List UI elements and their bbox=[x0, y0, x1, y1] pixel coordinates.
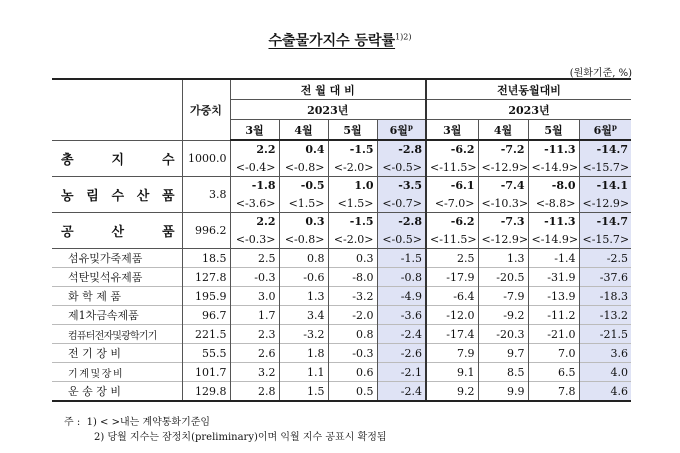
mom-value: 0.8 bbox=[328, 325, 377, 344]
yoy-value: 9.1 bbox=[426, 363, 478, 382]
table-row bbox=[52, 268, 631, 287]
yoy-value: -11.2 bbox=[528, 306, 579, 325]
mom-value: -3.2 bbox=[279, 325, 328, 344]
table-row bbox=[52, 382, 631, 402]
yoy-value: 7.9 bbox=[426, 344, 478, 363]
yoy-value: -6.2 bbox=[426, 213, 478, 231]
yoy-value: 4.6 bbox=[579, 382, 631, 402]
yoy-value: -17.9 bbox=[426, 268, 478, 287]
yoy-contract-value: <-15.7> bbox=[579, 230, 631, 249]
header-month-last: 6월$^p$ bbox=[579, 120, 631, 141]
yoy-value: 4.0 bbox=[579, 363, 631, 382]
header-month: 4월 bbox=[478, 120, 528, 141]
mom-value: 3.4 bbox=[279, 306, 328, 325]
mom-value: -3.6 bbox=[377, 306, 426, 325]
row-weight: 18.5 bbox=[182, 249, 230, 268]
mom-value: 1.8 bbox=[279, 344, 328, 363]
yoy-value: -31.9 bbox=[528, 268, 579, 287]
mom-contract-value: <1.5> bbox=[328, 194, 377, 213]
row-weight: 129.8 bbox=[182, 382, 230, 402]
row-label: 공 산 품 bbox=[52, 213, 182, 249]
row-weight: 101.7 bbox=[182, 363, 230, 382]
mom-value: 1.7 bbox=[230, 306, 279, 325]
mom-contract-value: <-0.8> bbox=[279, 158, 328, 177]
yoy-contract-value: <-7.0> bbox=[426, 194, 478, 213]
mom-value: 2.5 bbox=[230, 249, 279, 268]
footnotes bbox=[64, 415, 387, 445]
yoy-value: -2.5 bbox=[579, 249, 631, 268]
row-weight: 221.5 bbox=[182, 325, 230, 344]
yoy-value: -20.5 bbox=[478, 268, 528, 287]
sub-row-label: 석탄및석유제품 bbox=[52, 268, 182, 287]
export-price-table bbox=[52, 78, 631, 402]
yoy-value: -11.3 bbox=[528, 140, 579, 158]
yoy-value: 3.6 bbox=[579, 344, 631, 363]
row-weight: 996.2 bbox=[182, 213, 230, 249]
mom-value: 1.5 bbox=[279, 382, 328, 402]
row-weight: 127.8 bbox=[182, 268, 230, 287]
mom-value: -2.4 bbox=[377, 382, 426, 402]
mom-value: -3.5 bbox=[377, 177, 426, 195]
header-weight: 가중치 bbox=[182, 79, 230, 140]
table-row bbox=[52, 363, 631, 382]
yoy-contract-value: <-14.9> bbox=[528, 230, 579, 249]
mom-contract-value: <-2.0> bbox=[328, 230, 377, 249]
table-row bbox=[52, 249, 631, 268]
yoy-contract-value: <-10.3> bbox=[478, 194, 528, 213]
table-header bbox=[52, 79, 631, 140]
mom-contract-value: <-2.0> bbox=[328, 158, 377, 177]
sub-row-label: 제1차금속제품 bbox=[52, 306, 182, 325]
mom-contract-value: <-0.5> bbox=[377, 230, 426, 249]
header-month: 3월 bbox=[426, 120, 478, 141]
yoy-contract-value: <-12.9> bbox=[579, 194, 631, 213]
yoy-value: -21.0 bbox=[528, 325, 579, 344]
table-title-text: 수출물가지수 등락률 bbox=[268, 33, 396, 49]
header-month: 4월 bbox=[279, 120, 328, 141]
table-row bbox=[52, 344, 631, 363]
table-body bbox=[52, 140, 631, 401]
yoy-contract-value: <-8.8> bbox=[528, 194, 579, 213]
yoy-value: 7.8 bbox=[528, 382, 579, 402]
mom-contract-value: <-0.4> bbox=[230, 158, 279, 177]
header-mom: 전 월 대 비 bbox=[230, 79, 426, 100]
table-row bbox=[52, 177, 631, 195]
yoy-value: -12.0 bbox=[426, 306, 478, 325]
mom-value: -0.3 bbox=[230, 268, 279, 287]
mom-value: -1.5 bbox=[328, 213, 377, 231]
header-month-last: 6월$^p$ bbox=[377, 120, 426, 141]
yoy-contract-value: <-11.5> bbox=[426, 230, 478, 249]
yoy-value: -11.3 bbox=[528, 213, 579, 231]
yoy-value: 7.0 bbox=[528, 344, 579, 363]
yoy-value: -18.3 bbox=[579, 287, 631, 306]
yoy-value: -7.4 bbox=[478, 177, 528, 195]
mom-value: -2.4 bbox=[377, 325, 426, 344]
title-footnote-mark: 1)2) bbox=[395, 32, 412, 42]
mom-contract-value: <1.5> bbox=[279, 194, 328, 213]
footnote-1: 주 : 1) < >내는 계약통화기준임 bbox=[64, 417, 211, 428]
mom-value: 2.6 bbox=[230, 344, 279, 363]
yoy-value: -6.4 bbox=[426, 287, 478, 306]
mom-value: -2.8 bbox=[377, 213, 426, 231]
header-year-mom: 2023년 bbox=[230, 100, 426, 120]
yoy-contract-value: <-12.9> bbox=[478, 158, 528, 177]
mom-value: -0.6 bbox=[279, 268, 328, 287]
footnote-2: 2) 당월 지수는 잠정치(preliminary)이며 익월 지수 공표시 확정됨 bbox=[94, 432, 387, 443]
mom-value: -1.5 bbox=[377, 249, 426, 268]
header-month: 3월 bbox=[230, 120, 279, 141]
mom-value: -3.2 bbox=[328, 287, 377, 306]
header-month: 5월 bbox=[328, 120, 377, 141]
mom-value: -0.8 bbox=[377, 268, 426, 287]
mom-contract-value: <-0.5> bbox=[377, 158, 426, 177]
row-weight: 55.5 bbox=[182, 344, 230, 363]
yoy-value: 8.5 bbox=[478, 363, 528, 382]
mom-value: 2.2 bbox=[230, 140, 279, 158]
mom-value: 1.1 bbox=[279, 363, 328, 382]
mom-value: -0.5 bbox=[279, 177, 328, 195]
header-blank bbox=[52, 79, 182, 140]
yoy-contract-value: <-12.9> bbox=[478, 230, 528, 249]
mom-value: 0.6 bbox=[328, 363, 377, 382]
yoy-value: -7.3 bbox=[478, 213, 528, 231]
mom-value: -8.0 bbox=[328, 268, 377, 287]
row-weight: 3.8 bbox=[182, 177, 230, 213]
yoy-contract-value: <-14.9> bbox=[528, 158, 579, 177]
yoy-value: -13.2 bbox=[579, 306, 631, 325]
mom-contract-value: <-0.3> bbox=[230, 230, 279, 249]
mom-value: 3.0 bbox=[230, 287, 279, 306]
yoy-value: -14.7 bbox=[579, 213, 631, 231]
yoy-value: -13.9 bbox=[528, 287, 579, 306]
yoy-value: -7.9 bbox=[478, 287, 528, 306]
unit-label: (원화기준, %) bbox=[569, 68, 632, 79]
mom-value: 0.3 bbox=[328, 249, 377, 268]
mom-value: 1.0 bbox=[328, 177, 377, 195]
row-weight: 96.7 bbox=[182, 306, 230, 325]
header-yoy: 전년동월대비 bbox=[426, 79, 631, 100]
yoy-value: -37.6 bbox=[579, 268, 631, 287]
mom-value: 0.4 bbox=[279, 140, 328, 158]
mom-value: 0.8 bbox=[279, 249, 328, 268]
yoy-value: -9.2 bbox=[478, 306, 528, 325]
mom-value: 2.8 bbox=[230, 382, 279, 402]
table-row bbox=[52, 325, 631, 344]
sub-row-label: 기 계 및 장 비 bbox=[52, 363, 182, 382]
yoy-value: -20.3 bbox=[478, 325, 528, 344]
sub-row-label: 섬유및가죽제품 bbox=[52, 249, 182, 268]
mom-contract-value: <-0.8> bbox=[279, 230, 328, 249]
yoy-contract-value: <-11.5> bbox=[426, 158, 478, 177]
yoy-value: -21.5 bbox=[579, 325, 631, 344]
yoy-value: -14.7 bbox=[579, 140, 631, 158]
yoy-value: 9.7 bbox=[478, 344, 528, 363]
yoy-value: -17.4 bbox=[426, 325, 478, 344]
header-year-yoy: 2023년 bbox=[426, 100, 631, 120]
row-label: 농 림 수 산 품 bbox=[52, 177, 182, 213]
yoy-value: 9.9 bbox=[478, 382, 528, 402]
yoy-value: 6.5 bbox=[528, 363, 579, 382]
yoy-value: 1.3 bbox=[478, 249, 528, 268]
mom-contract-value: <-3.6> bbox=[230, 194, 279, 213]
row-weight: 1000.0 bbox=[182, 140, 230, 177]
mom-value: -1.5 bbox=[328, 140, 377, 158]
yoy-value: 2.5 bbox=[426, 249, 478, 268]
table-row bbox=[52, 306, 631, 325]
mom-value: -0.3 bbox=[328, 344, 377, 363]
yoy-value: -1.4 bbox=[528, 249, 579, 268]
table-row bbox=[52, 213, 631, 231]
yoy-value: -14.1 bbox=[579, 177, 631, 195]
sub-row-label: 컴퓨터전자및광학기기 bbox=[52, 325, 182, 344]
mom-value: 2.2 bbox=[230, 213, 279, 231]
yoy-contract-value: <-15.7> bbox=[579, 158, 631, 177]
mom-value: 1.3 bbox=[279, 287, 328, 306]
mom-value: 3.2 bbox=[230, 363, 279, 382]
sub-row-label: 운 송 장 비 bbox=[52, 382, 182, 402]
sub-row-label: 전 기 장 비 bbox=[52, 344, 182, 363]
yoy-value: -6.1 bbox=[426, 177, 478, 195]
table-row bbox=[52, 140, 631, 158]
mom-value: -2.1 bbox=[377, 363, 426, 382]
row-weight: 195.9 bbox=[182, 287, 230, 306]
row-label: 총 지 수 bbox=[52, 140, 182, 177]
mom-value: 0.5 bbox=[328, 382, 377, 402]
mom-value: -4.9 bbox=[377, 287, 426, 306]
mom-value: -1.8 bbox=[230, 177, 279, 195]
mom-contract-value: <-0.7> bbox=[377, 194, 426, 213]
mom-value: 2.3 bbox=[230, 325, 279, 344]
sub-row-label: 화 학 제 품 bbox=[52, 287, 182, 306]
yoy-value: 9.2 bbox=[426, 382, 478, 402]
yoy-value: -7.2 bbox=[478, 140, 528, 158]
mom-value: -2.6 bbox=[377, 344, 426, 363]
table-row bbox=[52, 287, 631, 306]
header-month: 5월 bbox=[528, 120, 579, 141]
mom-value: -2.0 bbox=[328, 306, 377, 325]
yoy-value: -6.2 bbox=[426, 140, 478, 158]
mom-value: -2.8 bbox=[377, 140, 426, 158]
mom-value: 0.3 bbox=[279, 213, 328, 231]
table-title bbox=[0, 30, 680, 50]
yoy-value: -8.0 bbox=[528, 177, 579, 195]
